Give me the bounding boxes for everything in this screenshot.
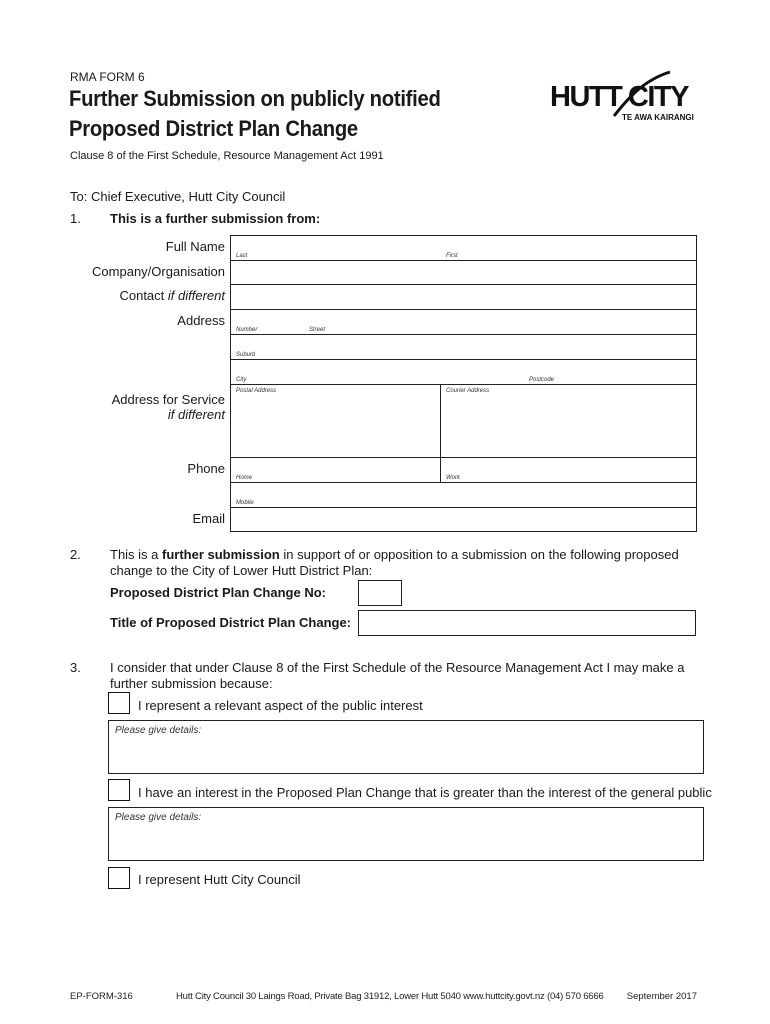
phone-home-field[interactable] xyxy=(231,458,440,482)
section2-text-bold: further submission xyxy=(162,547,280,562)
details-placeholder: Please give details: xyxy=(115,725,202,736)
address-city-field[interactable] xyxy=(231,360,696,384)
section1-number: 1. xyxy=(70,211,81,226)
label-contact-text: Contact xyxy=(119,288,165,303)
section2-text xyxy=(110,547,710,562)
sublabel-number: Number xyxy=(236,327,258,333)
logo-subtext: TE AWA KAIRANGI xyxy=(622,113,694,122)
page-title-line1: Further Submission on publicly notified xyxy=(69,86,441,111)
sublabel-last: Last xyxy=(236,253,248,259)
sublabel-courier: Courier Address xyxy=(446,388,490,394)
sublabel-mobile: Mobile xyxy=(236,500,254,506)
postal-address-field[interactable] xyxy=(231,385,440,457)
option-public-interest: I represent a relevant aspect of the public interest xyxy=(138,698,423,713)
label-address-service-note: if different xyxy=(167,407,225,422)
section3-intro-line2: further submission because: xyxy=(110,676,273,691)
phone-work-field[interactable] xyxy=(441,458,696,482)
section3-number: 3. xyxy=(70,660,81,675)
label-address: Address xyxy=(177,313,225,328)
sublabel-street: Street xyxy=(309,327,326,333)
sublabel-home: Home xyxy=(236,475,253,481)
sublabel-first: First xyxy=(446,253,458,259)
courier-address-field[interactable] xyxy=(441,385,696,457)
phone-mobile-field[interactable] xyxy=(231,483,696,507)
label-contact-note: if different xyxy=(167,288,225,303)
address-suburb-field[interactable] xyxy=(231,335,696,359)
label-company: Company/Organisation xyxy=(92,264,225,279)
checkbox-greater-interest[interactable] xyxy=(108,779,130,801)
details-field-public-interest[interactable] xyxy=(108,720,704,774)
label-email: Email xyxy=(192,511,225,526)
plan-change-title-label: Title of Proposed District Plan Change: xyxy=(110,615,352,630)
form-number: RMA FORM 6 xyxy=(70,70,145,84)
section2-text-post: in support of or opposition to a submission on the following proposed xyxy=(279,547,679,562)
sublabel-work: Work xyxy=(446,475,460,481)
option-greater-interest: I have an interest in the Proposed Plan Change that is greater than the interest of the general public xyxy=(138,785,712,800)
hutt-city-logo xyxy=(548,68,698,124)
footer-address: Hutt City Council 30 Laings Road, Private Bag 31912, Lower Hutt 5040 www.huttcity.govt.nz (04) 570 6666 xyxy=(176,991,604,1002)
company-field[interactable] xyxy=(231,261,696,284)
contact-field[interactable] xyxy=(231,285,696,309)
footer-date: September 2017 xyxy=(626,991,697,1002)
label-phone: Phone xyxy=(187,461,225,476)
section2-text-line2: change to the City of Lower Hutt District Plan: xyxy=(110,563,373,578)
plan-change-no-field[interactable] xyxy=(358,580,402,606)
label-contact xyxy=(119,288,225,303)
details-field-greater-interest[interactable] xyxy=(108,807,704,861)
sublabel-postal: Postal Address xyxy=(236,388,277,394)
clause-reference: Clause 8 of the First Schedule, Resource Management Act 1991 xyxy=(70,150,384,162)
checkbox-represent-council[interactable] xyxy=(108,867,130,889)
checkbox-public-interest[interactable] xyxy=(108,692,130,714)
page-title-line2: Proposed District Plan Change xyxy=(69,116,358,141)
label-address-service: Address for Service xyxy=(111,392,225,407)
logo-text: HUTT CITY xyxy=(550,81,688,113)
section2-number: 2. xyxy=(70,547,81,562)
section1-heading: This is a further submission from: xyxy=(110,211,321,226)
sublabel-postcode: Postcode xyxy=(529,377,555,383)
hutt-city-logo-mark xyxy=(548,68,698,124)
section2-text-pre: This is a xyxy=(110,547,163,562)
footer-code: EP-FORM-316 xyxy=(70,991,133,1002)
details-placeholder: Please give details: xyxy=(115,812,202,823)
sublabel-suburb: Suburb xyxy=(236,352,256,358)
full-name-field[interactable] xyxy=(231,236,696,260)
sublabel-city: City xyxy=(236,377,247,383)
label-full-name: Full Name xyxy=(165,239,225,254)
email-field[interactable] xyxy=(231,508,696,531)
recipient: To: Chief Executive, Hutt City Council xyxy=(70,189,286,204)
section3-intro-line1: I consider that under Clause 8 of the First Schedule of the Resource Management Act I may make a xyxy=(110,660,685,675)
plan-change-no-label: Proposed District Plan Change No: xyxy=(110,585,326,600)
address-street-field[interactable] xyxy=(231,310,696,334)
plan-change-title-field[interactable] xyxy=(358,610,696,636)
option-represent-council: I represent Hutt City Council xyxy=(138,872,301,887)
